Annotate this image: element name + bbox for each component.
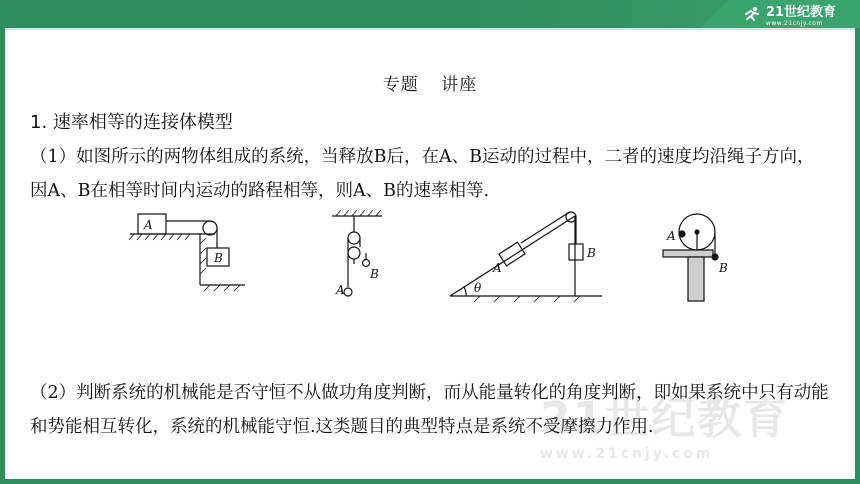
banner-underline (0, 28, 860, 30)
page-title (30, 70, 830, 95)
logo (742, 4, 836, 27)
watermark-subtext: www.21cnjy.com (540, 446, 714, 462)
title-part-1: 专题 (382, 75, 419, 95)
figure-3 (450, 212, 602, 302)
paragraph-1: （1）如图所示的两物体组成的系统，当释放B后，在A、B运动的过程中，二者的速度均沿绳子方向，因A、B在相等时间内运动的路程相等，则A、B的速率相等. (30, 147, 815, 201)
fig4-label-a: A (667, 229, 676, 243)
watermark-text: 21世纪教育 (540, 393, 790, 444)
logo-subtext: www.21cnjy.com (765, 20, 823, 27)
fig3-angle: θ (474, 281, 482, 295)
runner-icon (742, 6, 762, 22)
left-border (0, 28, 5, 484)
top-banner (0, 0, 860, 28)
paragraph-2: （2）判断系统的机械能是否守恒不从做功角度判断，而从能量转化的角度判断，即如果系统中只有动能和势能相互转化，系统的机械能守恒.这类题目的典型特点是系统不受摩擦力作用. (30, 383, 829, 437)
figure-4 (663, 214, 718, 301)
fig2-label-a: A (336, 283, 345, 297)
logo-text: 21世纪教育 (765, 5, 836, 20)
fig3-label-a: A (493, 261, 502, 275)
fig3-label-b: B (587, 246, 596, 260)
title-part-2: 讲座 (441, 75, 478, 95)
bottom-border (0, 479, 860, 484)
figures-row (30, 210, 830, 370)
right-border (855, 28, 860, 484)
fig2-label-b: B (370, 267, 379, 281)
fig1-label-b: B (214, 251, 223, 265)
fig1-label-a: A (144, 218, 153, 232)
fig4-label-b: B (719, 261, 728, 275)
section-heading: 1. 速率相等的连接体模型 (30, 112, 233, 133)
